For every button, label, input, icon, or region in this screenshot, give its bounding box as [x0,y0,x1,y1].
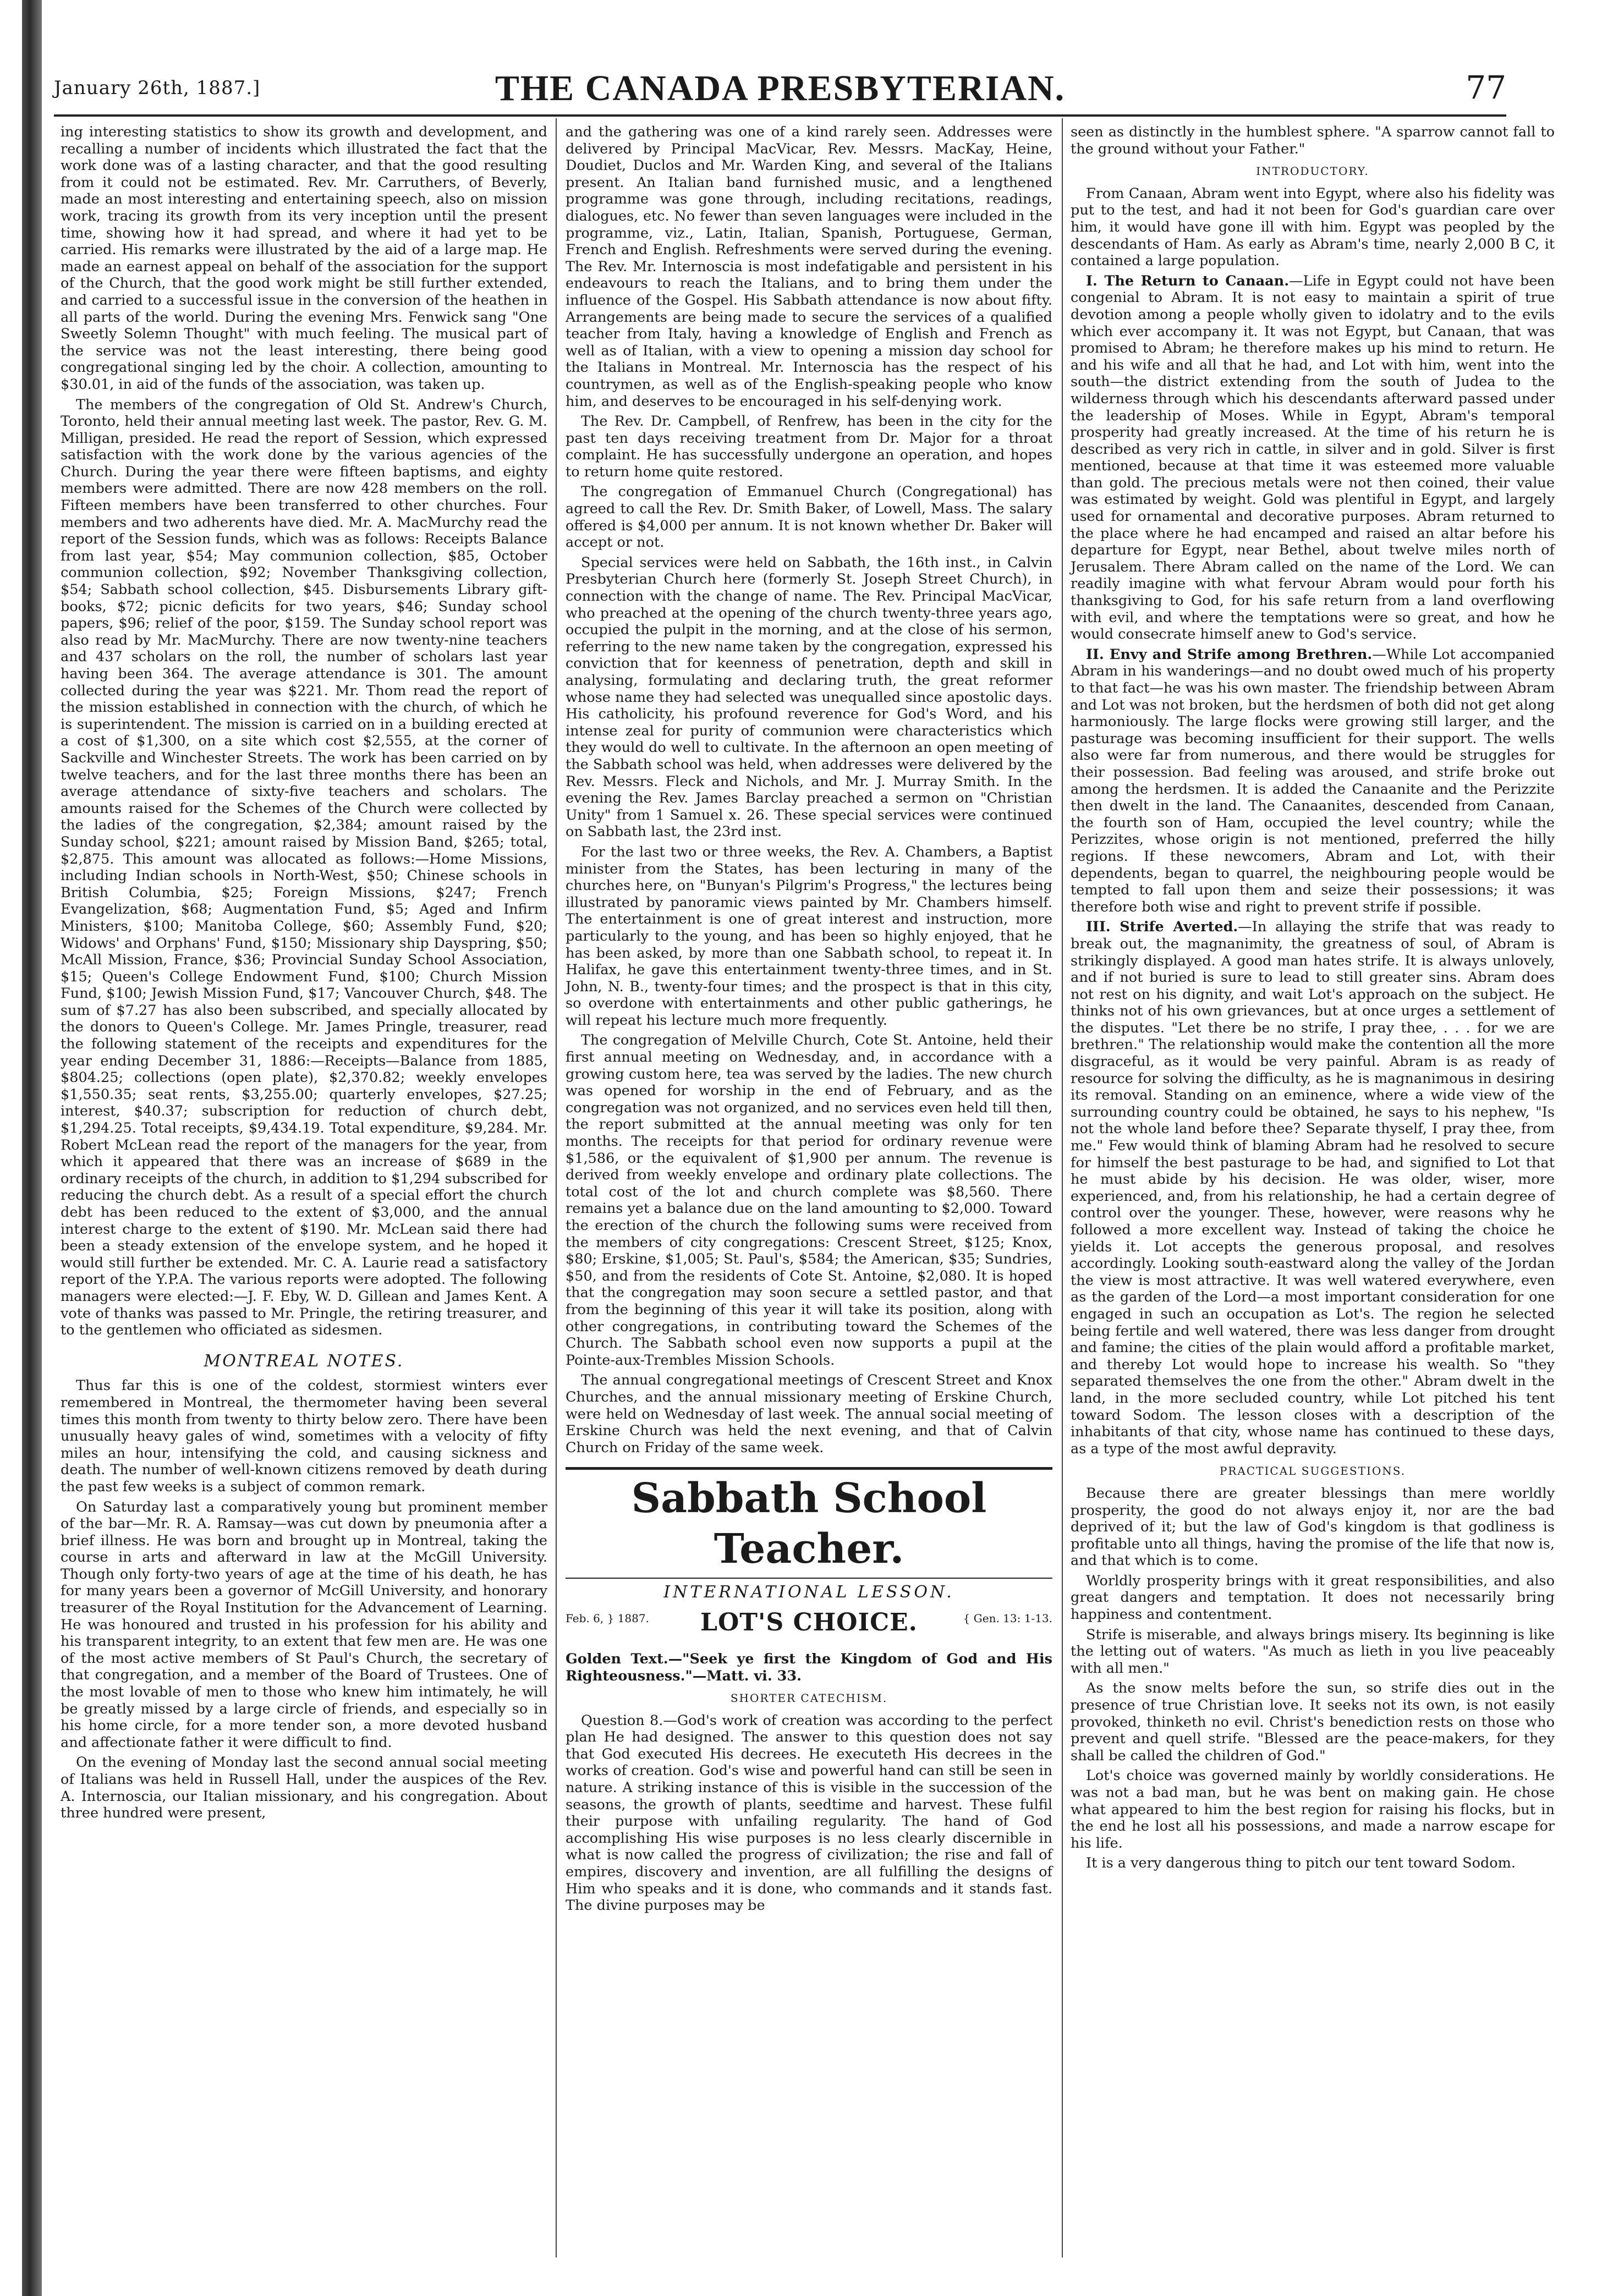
article-paragraph: Strife is miserable, and always brings misery. Its beginning is like the letting out of waters. "As much as lieth in you live peaceably with all men." [1071,1626,1555,1677]
section-heading: I. The Return to Canaan. [1086,272,1290,289]
issue-date: January 26th, 1887.] [54,77,261,99]
article-paragraph: The congregation of Melville Church, Cote St. Antoine, held their first annual meeting on Wednesday, and, in accordance with a growing custom here, tea was served by the ladies. The new church was opened for worship in the end of February, and as the congregation was not organized, and no services even held till then, the report submitted at the annual meeting was only for ten months. The receipts for that period for ordinary revenue were $1,586, or the equivalent of $1,900 per annum. The revenue is derived from weekly envelope and ordinary plate collections. The total cost of the lot and church complete was $8,560. There remains yet a balance due on the land amounting to $2,000. Toward the erection of the church the following sums were received from the members of city congregations: Crescent Street, $125; Knox, $80; Erskine, $1,005; St. Paul's, $584; the American, $35; Sundries, $50, and from the residents of Cote St. Antoine, $2,080. It is hoped that the congregation may soon secure a settled pastor, and that from the beginning of this year it will take its position, along with other congregations, in contributing toward the Schemes of the Church. The Sabbath school even now supports a pupil at the Pointe-aux-Trembles Mission Schools. [566,1032,1052,1369]
column-1 [61,124,547,2257]
article-paragraph: Lot's choice was governed mainly by worldly considerations. He was not a bad man, but he was bent on making gain. He chose what appeared to him the best region for raising his flocks, but in the end he lost all his possessions, and made a narrow escape for his life. [1071,1767,1555,1852]
lesson-section-3 [1071,919,1555,1457]
column-3 [1071,124,1555,2257]
lesson-section-1 [1071,273,1555,643]
sabbath-school-banner: Sabbath School Teacher. [566,1467,1052,1579]
section-body: —While Lot accompanied Abram in his wanderings—and no doubt owed much of his property to that fact—he was his own master. The friendship between Abram and Lot was not broken, but the herdsmen of both did not get along harmoniously. The large flocks were growing still larger, and the pasturage was becoming insufficient for their support. The wells also were far from numerous, and there would be struggles for their possession. Bad feeling was aroused, and strife broke out among the herdsmen. It is added the Canaanite and the Perizzite then dwelt in the land. The Canaanites, descended from Canaan, the fourth son of Ham, occupied the level country; while the Perizzites, whose origin is not mentioned, preferred the hilly regions. If these newcomers, Abram and Lot, with their dependents, began to quarrel, the neighbouring people would be tempted to fall upon them and seize their possessions; it was therefore both wise and right to prevent strife if possible. [1071,646,1555,915]
introductory-heading: INTRODUCTORY. [1256,164,1369,178]
article-paragraph: On the evening of Monday last the second annual social meeting of Italians was held in Russell Hall, under the auspices of the Rev. A. Internoscia, our Italian missionary, and his congregation. About three hundred were present, [61,1754,547,1822]
article-paragraph: The members of the congregation of Old St. Andrew's Church, Toronto, held their annual meeting last week. The pastor, Rev. G. M. Milligan, presided. He read the report of Session, which expressed satisfaction with the work done by the various agencies of the Church. During the year there were fifteen baptisms, and eighty members were admitted. There are now 428 members on the roll. Fifteen members have been transferred to other churches. Four members and two adherents have died. Mr. A. MacMurchy read the report of the Session funds, which was as follows: Receipts Balance from last year, $54; May communion collection, $85, October communion collection, $92; November Thanksgiving collection, $54; Sabbath school collection, $45. Disbursements Library gift-books, $72; picnic deficits for two years, $46; Sunday school papers, $96; relief of the poor, $159. The Sunday school report was also read by Mr. MacMurchy. There are now twenty-nine teachers and 437 scholars on the roll, the number of scholars last year having been 364. The average attendance is 301. The amount collected during the year was $221. Mr. Thom read the report of the mission established in connection with the church, of which he is superintendent. The mission is carried on in a building erected at a cost of $1,300, on a site which cost $2,555, at the corner of Sackville and Winchester Streets. The work has been carried on by twelve teachers, and for the last three months there has been an average attendance of sixty-five teachers and scholars. The amounts raised for the Schemes of the Church were collected by the ladies of the congregation, $2,384; amount raised by the Sunday school, $221; amount raised by Mission Band, $265; total, $2,875. This amount was allocated as follows:—Home Missions, including Indian schools in North-West, $50; Chinese schools in British Columbia, $25; Foreign Missions, $247; French Evangelization, $68; Augmentation Fund, $5; Aged and Infirm Ministers, $100; Manitoba College, $60; Assembly Fund, $20; Widows' and Orphans' Fund, $150; Missionary ship Dayspring, $50; McAll Mission, France, $36; Provincial Sunday School Association, $15; Queen's College Endowment Fund, $100; Church Mission Fund, $100; Jewish Mission Fund, $17; Vancouver Church, $48. The sum of $7.27 has also been subscribed, and specially allocated by the donors to Queen's College. Mr. James Pringle, treasurer, read the following statement of the receipts and expenditures for the year ending December 31, 1886:—Receipts—Balance from 1885, $804.25; collections (open plate), $2,370.82; weekly envelopes $1,550.35; seat rents, $3,255.00; quarterly envelopes, $27.25; interest, $40.37; subscription for reduction of church debt, $1,294.25. Total receipts, $9,434.19. Total expenditure, $9,284. Mr. Robert McLean read the report of the managers for the year, from which it appeared that there was an increase of $689 in the ordinary receipts of the church, in addition to $1,294 subscribed for reducing the church debt. As a result of a special effort the church debt has been reduced to the extent of $3,000, and the annual interest charge to the extent of $190. Mr. McLean said there had been a steady extension of the envelope system, and he hoped it would still further be extended. Mr. C. A. Laurie read a satisfactory report of the Y.P.A. The various reports were adopted. The following managers were elected:—J. F. Eby, W. D. Gillean and James Kent. A vote of thanks was passed to Mr. Pringle, the retiring treasurer, and to the gentlemen who officiated as sidesmen. [61,396,547,1339]
binding-edge [22,0,42,2296]
lesson-date: Feb. 6, } 1887. [566,1611,649,1625]
header-rule [54,114,1506,117]
article-paragraph: On Saturday last a comparatively young but prominent member of the bar—Mr. R. A. Ramsay—was cut down by pneumonia after a brief illness. He was born and brought up in Montreal, taking the course in arts and afterward in law at the McGill University. Though only forty-two years of age at the time of his death, he has for many years been a governor of McGill University, and honorary treasurer of the Royal Institution for the Advancement of Learning. He was honoured and trusted in his profession for his ability and his transparent integrity, to an extent that few men are. He was one of the most active members of St Paul's Church, the secretary of that congregation, and a member of the Board of Trustees. One of the most lovable of men to those who knew him intimately, he will be greatly missed by a large circle of friends, and especially so in his home circle, for a more tender son, a more devoted husband and affectionate father it were difficult to find. [61,1498,547,1751]
article-paragraph: As the snow melts before the sun, so strife dies out in the presence of true Christian love. It seeks not its own, is not easily provoked, thinketh no evil. Christ's benediction rests on those who prevent and quell strife. "Blessed are the peace-makers, for they shall be called the children of God." [1071,1680,1555,1764]
article-paragraph: Because there are greater blessings than mere worldly prosperity, the good do not always enjoy it, nor are the bad deprived of it; but the law of God's kingdom is that godliness is profitable unto all things, having the promise of the life that now is, and that which is to come. [1071,1485,1555,1569]
lesson-section-2 [1071,646,1555,916]
column-2 [566,124,1052,2257]
article-paragraph: The congregation of Emmanuel Church (Congregational) has agreed to call the Rev. Dr. Smith Baker, of Lowell, Mass. The salary offered is $4,000 per annum. It is not known whether Dr. Baker will accept or not. [566,484,1052,551]
article-paragraph: ing interesting statistics to show its growth and development, and recalling a number of incidents which illustrated the fact that the work done was of a lasting character, and that the good resulting from it could not be estimated. Rev. Mr. Carruthers, of Beverly, made an most interesting and entertaining speech, also on mission work, tracing its growth from its very inception until the present time, showing how it had spread, and where it had yet to be carried. His remarks were illustrated by the aid of a large map. He made an earnest appeal on behalf of the association for the support of the Church, that the good work might be still further extended, and carried to a successful issue in the conversion of the heathen in all parts of the world. During the evening Mrs. Fenwick sang "One Sweetly Solemn Thought" with much feeling. The musical part of the service was not the least interesting, there being good congregational singing led by the choir. A collection, amounting to $30.01, in aid of the funds of the association, was taken up. [61,124,547,393]
page-number: 77 [1466,69,1506,106]
article-paragraph: From Canaan, Abram went into Egypt, where also his fidelity was put to the test, and had it not been for God's guardian care over him, it would have gone ill with him. Egypt was peopled by the descendants of Ham. As early as Abram's time, nearly 2,000 B C, it contained a large population. [1071,185,1555,270]
lesson-title: LOT'S CHOICE. [700,1608,918,1636]
lesson-title-line [566,1608,1052,1646]
section-body: —In allaying the strife that was ready to break out, the magnanimity, the greatness of soul, of Abram is strikingly displayed. A good man hates strife. It is always unlovely, and if not buried is sure to lead to still greater sins. Abram does not rest on his dignity, and wait Lot's approach on the subject. He thinks not of his own grievances, but at once urges a settlement of the disputes. "Let there be no strife, I pray thee, . . . for we are brethren." The relationship would make the contention all the more disgraceful, as it would be very painful. Abram is as ready of resource for solving the difficulty, as he is magnanimous in desiring its removal. Standing on an eminence, where a wide view of the surrounding country could be obtained, he says to his nephew, "Is not the whole land before thee? Separate thyself, I pray thee, from me." Few would think of blaming Abram had he resolved to secure for himself the best pasturage to be had, and signified to Lot that he must abide by his decision. He was older, wiser, more experienced, and, from his relationship, he had a certain degree of control over the younger. These, however, were reasons why he followed a more excellent way. Instead of taking the choice he yields it. Lot accepts the generous proposal, and resolves accordingly. Looking south-eastward along the valley of the Jordan the view is most attractive. It was well watered everywhere, even as the garden of the Lord—a most important consideration for one engaged in such an occupation as Lot's. The region he selected being fertile and well watered, there was less danger from drought and famine; the cities of the plain would afford a profitable market, and thereby Lot would hope to increase his wealth. So "they separated themselves the one from the other." Abram dwelt in the land, in the more secluded country, while Lot pitched his tent toward Sodom. The lesson closes with a description of the inhabitants of that city, whose name has continued to these days, as a type of the most awful depravity. [1071,919,1555,1457]
article-paragraph: Thus far this is one of the coldest, stormiest winters ever remembered in Montreal, the thermometer having been several times this month from twenty to thirty below zero. There have been unusually heavy gales of wind, sometimes with a velocity of fifty miles an hour, intensifying the cold, and causing sickness and death. The number of well-known citizens removed by death during the past few weeks is a subject of common remark. [61,1377,547,1495]
article-paragraph: The Rev. Dr. Campbell, of Renfrew, has been in the city for the past ten days receiving treatment from Dr. Major for a throat complaint. He has successfully undergone an operation, and hopes to return home quite restored. [566,413,1052,480]
article-paragraph: For the last two or three weeks, the Rev. A. Chambers, a Baptist minister from the States, has been lecturing in many of the churches here, on "Bunyan's Pilgrim's Progress," the lectures being illustrated by panoramic views painted by Mr. Chambers himself. The entertainment is one of great interest and instruction, more particularly to the young, and has been so highly enjoyed, that he has been asked, by more than one Sabbath school, to repeat it. In Halifax, he gave this entertainment twenty-three times, and in St. John, N. B., twenty-four times; and the prospect is that in this city, so overdone with entertainments and other public gatherings, he will repeat his lecture much more frequently. [566,843,1052,1029]
article-paragraph: The annual congregational meetings of Crescent Street and Knox Churches, and the annual missionary meeting of Erskine Church, were held on Wednesday of last week. The annual social meeting of Erskine Church was held the next evening, and that of Calvin Church on Friday of the same week. [566,1372,1052,1456]
golden-text: Golden Text.—"Seek ye first the Kingdom of God and His Righteousness."—Matt. vi. 33. [566,1650,1052,1684]
international-lesson-heading: INTERNATIONAL LESSON. [663,1583,954,1602]
masthead-title: THE CANADA PRESBYTERIAN. [495,68,1066,108]
page-header [54,52,1506,113]
section-heading: II. Envy and Strife among Brethren. [1086,646,1373,663]
article-paragraph: Special services were held on Sabbath, the 16th inst., in Calvin Presbyterian Church here (formerly St. Joseph Street Church), in connection with the change of name. The Rev. Principal MacVicar, who preached at the opening of the church twenty-three years ago, occupied the pulpit in the morning, and at the close of his sermon, referring to the new name taken by the congregation, expressed his conviction that for keenness of penetration, depth and skill in analysing, formulating and declaring truth, the great reformer whose name they had selected was unequalled since apostolic days. His catholicity, his profound reverence for God's Word, and his intense zeal for purity of communion were characteristics which they would do well to cultivate. In the afternoon an open meeting of the Sabbath school was held, when addresses were delivered by the Rev. Messrs. Fleck and Nichols, and Mr. J. Murray Smith. In the evening the Rev. James Barclay preached a sermon on "Christian Unity" from 1 Samuel x. 26. These special services were continued on Sabbath last, the 23rd inst. [566,554,1052,841]
lesson-reference: { Gen. 13: 1-13. [963,1611,1052,1625]
section-body: —Life in Egypt could not have been congenial to Abram. It is not easy to maintain a spirit of true devotion among a people wholly given to idolatry and to the evils which ever accompany it. It was not Egypt, but Canaan, that was promised to Abram; he therefore makes up his mind to return. He and his wife and all that he had, and Lot with him, went into the south—the district extending from the south of Judea to the wilderness through which his descendants afterward passed under the leadership of Moses. While in Egypt, Abram's temporal prosperity had greatly increased. At the time of his return he is described as very rich in cattle, in silver and in gold. Silver is first mentioned, because at that time it was esteemed more valuable than gold. The precious metals were not then coined, their value was estimated by weight. Gold was plentiful in Egypt, and largely used for ornamental and decorative purposes. Abram returned to the place where he had encamped and raised an altar before his departure for Egypt, near Bethel, about twelve miles north of Jerusalem. There Abram called on the name of the Lord. We can readily imagine with what fervour Abram would pour forth his thanksgiving to God, for his safe return from a land overflowing with evil, and where the temptations were so great, and how he would consecrate himself anew to God's service. [1071,272,1555,643]
column-rule [556,118,557,2257]
article-paragraph: Worldly prosperity brings with it great responsibilities, and also great dangers and temptation. It does not necessarily bring happiness and contentment. [1071,1572,1555,1623]
catechism-paragraph: Question 8.—God's work of creation was according to the perfect plan He had designed. The answer to this question does not say that God executed His decrees. He executeth His decrees in the works of creation. God's wise and powerful hand can still be seen in nature. A striking instance of this is visible in the succession of the seasons, the growth of plants, seedtime and harvest. These fulfil their purpose with unfailing regularity. The hand of God accomplishing His wise purposes is no less clearly discernible in what is now called the progress of civilization; the rise and fall of empires, discovery and invention, are all fulfilling the designs of Him who speaks and it is done, who commands and it stands fast. The divine purposes may be [566,1712,1052,1914]
article-paragraph: seen as distinctly in the humblest sphere. "A sparrow cannot fall to the ground without your Father." [1071,124,1555,157]
practical-suggestions-heading: PRACTICAL SUGGESTIONS. [1219,1464,1406,1478]
section-title-montreal-notes: MONTREAL NOTES. [204,1351,404,1371]
section-heading: III. Strife Averted. [1086,919,1238,936]
shorter-catechism-heading: SHORTER CATECHISM. [730,1691,888,1705]
article-paragraph: It is a very dangerous thing to pitch our tent toward Sodom. [1086,1855,1516,1872]
column-rule [1062,118,1063,2257]
article-paragraph: and the gathering was one of a kind rarely seen. Addresses were delivered by Principal MacVicar, Rev. Messrs. MacKay, Heine, Doudiet, Duclos and Mr. Warden King, and several of the Italians present. An Italian band furnished music, and a lengthened programme was gone through, including recitations, readings, dialogues, etc. No fewer than seven languages were included in the programme, viz., Latin, Italian, Spanish, Portuguese, German, French and English. Refreshments were served during the evening. The Rev. Mr. Internoscia is most indefatigable and persistent in his endeavours to reach the Italians, and to bring them under the influence of the Gospel. His Sabbath attendance is now about fifty. Arrangements are being made to secure the services of a qualified teacher from Italy, having a knowledge of English and French as well as of Italian, with a view to opening a mission day school for the Italians in Montreal. Mr. Internoscia has the respect of his countrymen, as well as of the English-speaking people who know him, and deserves to be encouraged in his self-denying work. [566,124,1052,410]
